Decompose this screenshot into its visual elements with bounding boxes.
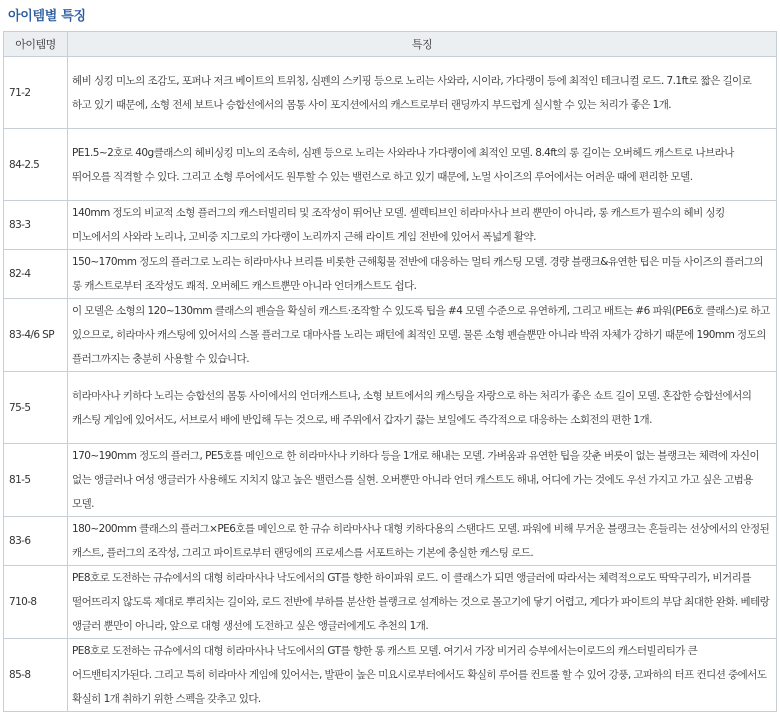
item-name-cell: 85-8: [4, 639, 68, 712]
feature-description-cell: PE8호로 도전하는 규슈에서의 대형 히라마사나 낙도에서의 GT를 향한 하이파워 로드. 이 클래스가 되면 앵글러에 따라서는 체력적으로도 딱딱구리가, 비거리를 떨어뜨리지 않도록 제대로 뿌리치는 길이와, 로드 전반에 부하를 분산한 블랭크로 설계하는 것으로 몰고기에 닿기 어렵고, 게다가 파이트의 부담 최대한 완화. 베테랑 앵글러 뿐만이 아니라, 앞으로 대형 생선에 도전하고 싶은 앵글러에게도 추천의 1개.: [68, 566, 777, 639]
table-row: [4, 129, 777, 201]
table-row: [4, 639, 777, 712]
table-row: [4, 517, 777, 566]
feature-description-cell: 150~170mm 정도의 플러그로 노리는 히라마사나 브리를 비롯한 근해횡물 전반에 대응하는 멀티 캐스팅 모델. 경량 블랭크&유연한 팁은 미들 사이즈의 플러그의 롱 캐스트로부터 조작성도 쾌적. 오버헤드 캐스트뿐만 아니라 언더캐스트도 쉽다.: [68, 250, 777, 299]
table-row: [4, 444, 777, 517]
item-name-cell: 84-2.5: [4, 129, 68, 201]
feature-description-cell: PE8호로 도전하는 규슈에서의 대형 히라마사나 낙도에서의 GT를 향한 롱 캐스트 모델. 여기서 가장 비거리 승부에서는이로드의 캐스터빌리티가 큰 어드밴티지가된다. 그리고 특히 히라마사 게임에 있어서는, 발판이 높은 미요시로부터에서도 확실히 루어를 컨트롤 할 수 있어 강풍, 고파하의 터프 컨디션 중에서도 확실히 1개 취하기 위한 스펙을 갖추고 있다.: [68, 639, 777, 712]
item-features-table: [3, 31, 777, 712]
feature-description-cell: 140mm 정도의 비교적 소형 플러그의 캐스터빌리티 및 조작성이 뛰어난 모델. 셀렉티브인 히라마사나 브리 뿐만이 아니라, 롱 캐스트가 필수의 헤비 싱킹 미노에서의 사와라 노리나, 고비중 지그로의 가다랭이 노리까지 근해 라이트 게임 전반에 있어서 폭넓게 활약.: [68, 201, 777, 250]
item-name-cell: 83-3: [4, 201, 68, 250]
feature-description-cell: 이 모델은 소형의 120~130mm 클래스의 펜슬을 확실히 캐스트·조작할 수 있도록 팁을 #4 모델 수준으로 유연하게, 그리고 배트는 #6 파워(PE6호 클래스)로 하고 있으므로, 히라마사 캐스팅에 있어서의 스몰 플러그로 대마사를 노리는 패턴에 최적인 모델. 물론 소형 펜슬뿐만 아니라 박쥐 자체가 강하기 때문에 190mm 정도의 플러그까지는 충분히 사용할 수 있습니다.: [68, 299, 777, 372]
table-row: [4, 372, 777, 444]
column-header-item-name: 아이템명: [4, 32, 68, 57]
table-row: [4, 201, 777, 250]
section-title: 아이템별 특징: [8, 9, 86, 24]
table-row: [4, 566, 777, 639]
table-row: [4, 57, 777, 129]
item-name-cell: 83-6: [4, 517, 68, 566]
feature-description-cell: 히라마사나 키하다 노리는 승합선의 몸통 사이에서의 언더캐스트나, 소형 보트에서의 캐스팅을 자랑으로 하는 처리가 좋은 쇼트 길이 모델. 혼잡한 승합선에서의 캐스팅 게임에 있어서도, 서브로서 배에 반입해 두는 것으로, 배 주위에서 갑자기 끓는 보일에도 즉각적으로 대응하는 소회전의 편한 1개.: [68, 372, 777, 444]
table-row: [4, 299, 777, 372]
feature-description-cell: 170~190mm 정도의 플러그, PE5호를 메인으로 한 히라마사나 키하다 등을 1개로 해내는 모델. 가벼움과 유연한 팁을 갖춘 버릇이 없는 블랭크는 체력에 자신이 없는 앵글러나 여성 앵글러가 사용해도 지치지 않고 높은 밸런스를 실현. 오버뿐만 아니라 언더 캐스트도 해내, 어디에 가는 것에도 우선 가지고 가고 싶은 고범용 모델.: [68, 444, 777, 517]
table-row: [4, 250, 777, 299]
table-header-row: [4, 32, 777, 57]
feature-description-cell: PE1.5~2호로 40g클래스의 헤비싱킹 미노의 조속히, 심펜 등으로 노리는 사와라나 가다랭이에 최적인 모델. 8.4ft의 롱 길이는 오버헤드 캐스트로 나브라나 뛰어오를 직격할 수 있다. 그리고 소형 루어에서도 원투할 수 있는 밸런스로 하고 있기 때문에, 노멀 사이즈의 루어에서는 어려운 때에 편리한 모델.: [68, 129, 777, 201]
item-name-cell: 75-5: [4, 372, 68, 444]
column-header-features: 특징: [68, 32, 777, 57]
feature-description-cell: 180~200mm 클래스의 플러그×PE6호를 메인으로 한 규슈 히라마사나 대형 키하다용의 스탠다드 모델. 파워에 비해 무거운 블랭크는 흔들리는 선상에서의 안정된 캐스트, 플러그의 조작성, 그리고 파이트로부터 랜딩에의 프로세스를 서포트하는 기본에 충실한 캐스팅 로드.: [68, 517, 777, 566]
item-name-cell: 83-4/6 SP: [4, 299, 68, 372]
item-name-cell: 81-5: [4, 444, 68, 517]
item-name-cell: 710-8: [4, 566, 68, 639]
item-name-cell: 71-2: [4, 57, 68, 129]
feature-description-cell: 헤비 싱킹 미노의 조감도, 포퍼나 저크 베이트의 트위칭, 심펜의 스키핑 등으로 노리는 사와라, 시이라, 가다랭이 등에 최적인 테크니컬 로드. 7.1ft로 짧은 길이로 하고 있기 때문에, 소형 전세 보트나 승합선에서의 몸통 사이 포지션에서의 캐스트로부터 랜딩까지 부드럽게 실시할 수 있는 처리가 좋은 1개.: [68, 57, 777, 129]
item-name-cell: 82-4: [4, 250, 68, 299]
